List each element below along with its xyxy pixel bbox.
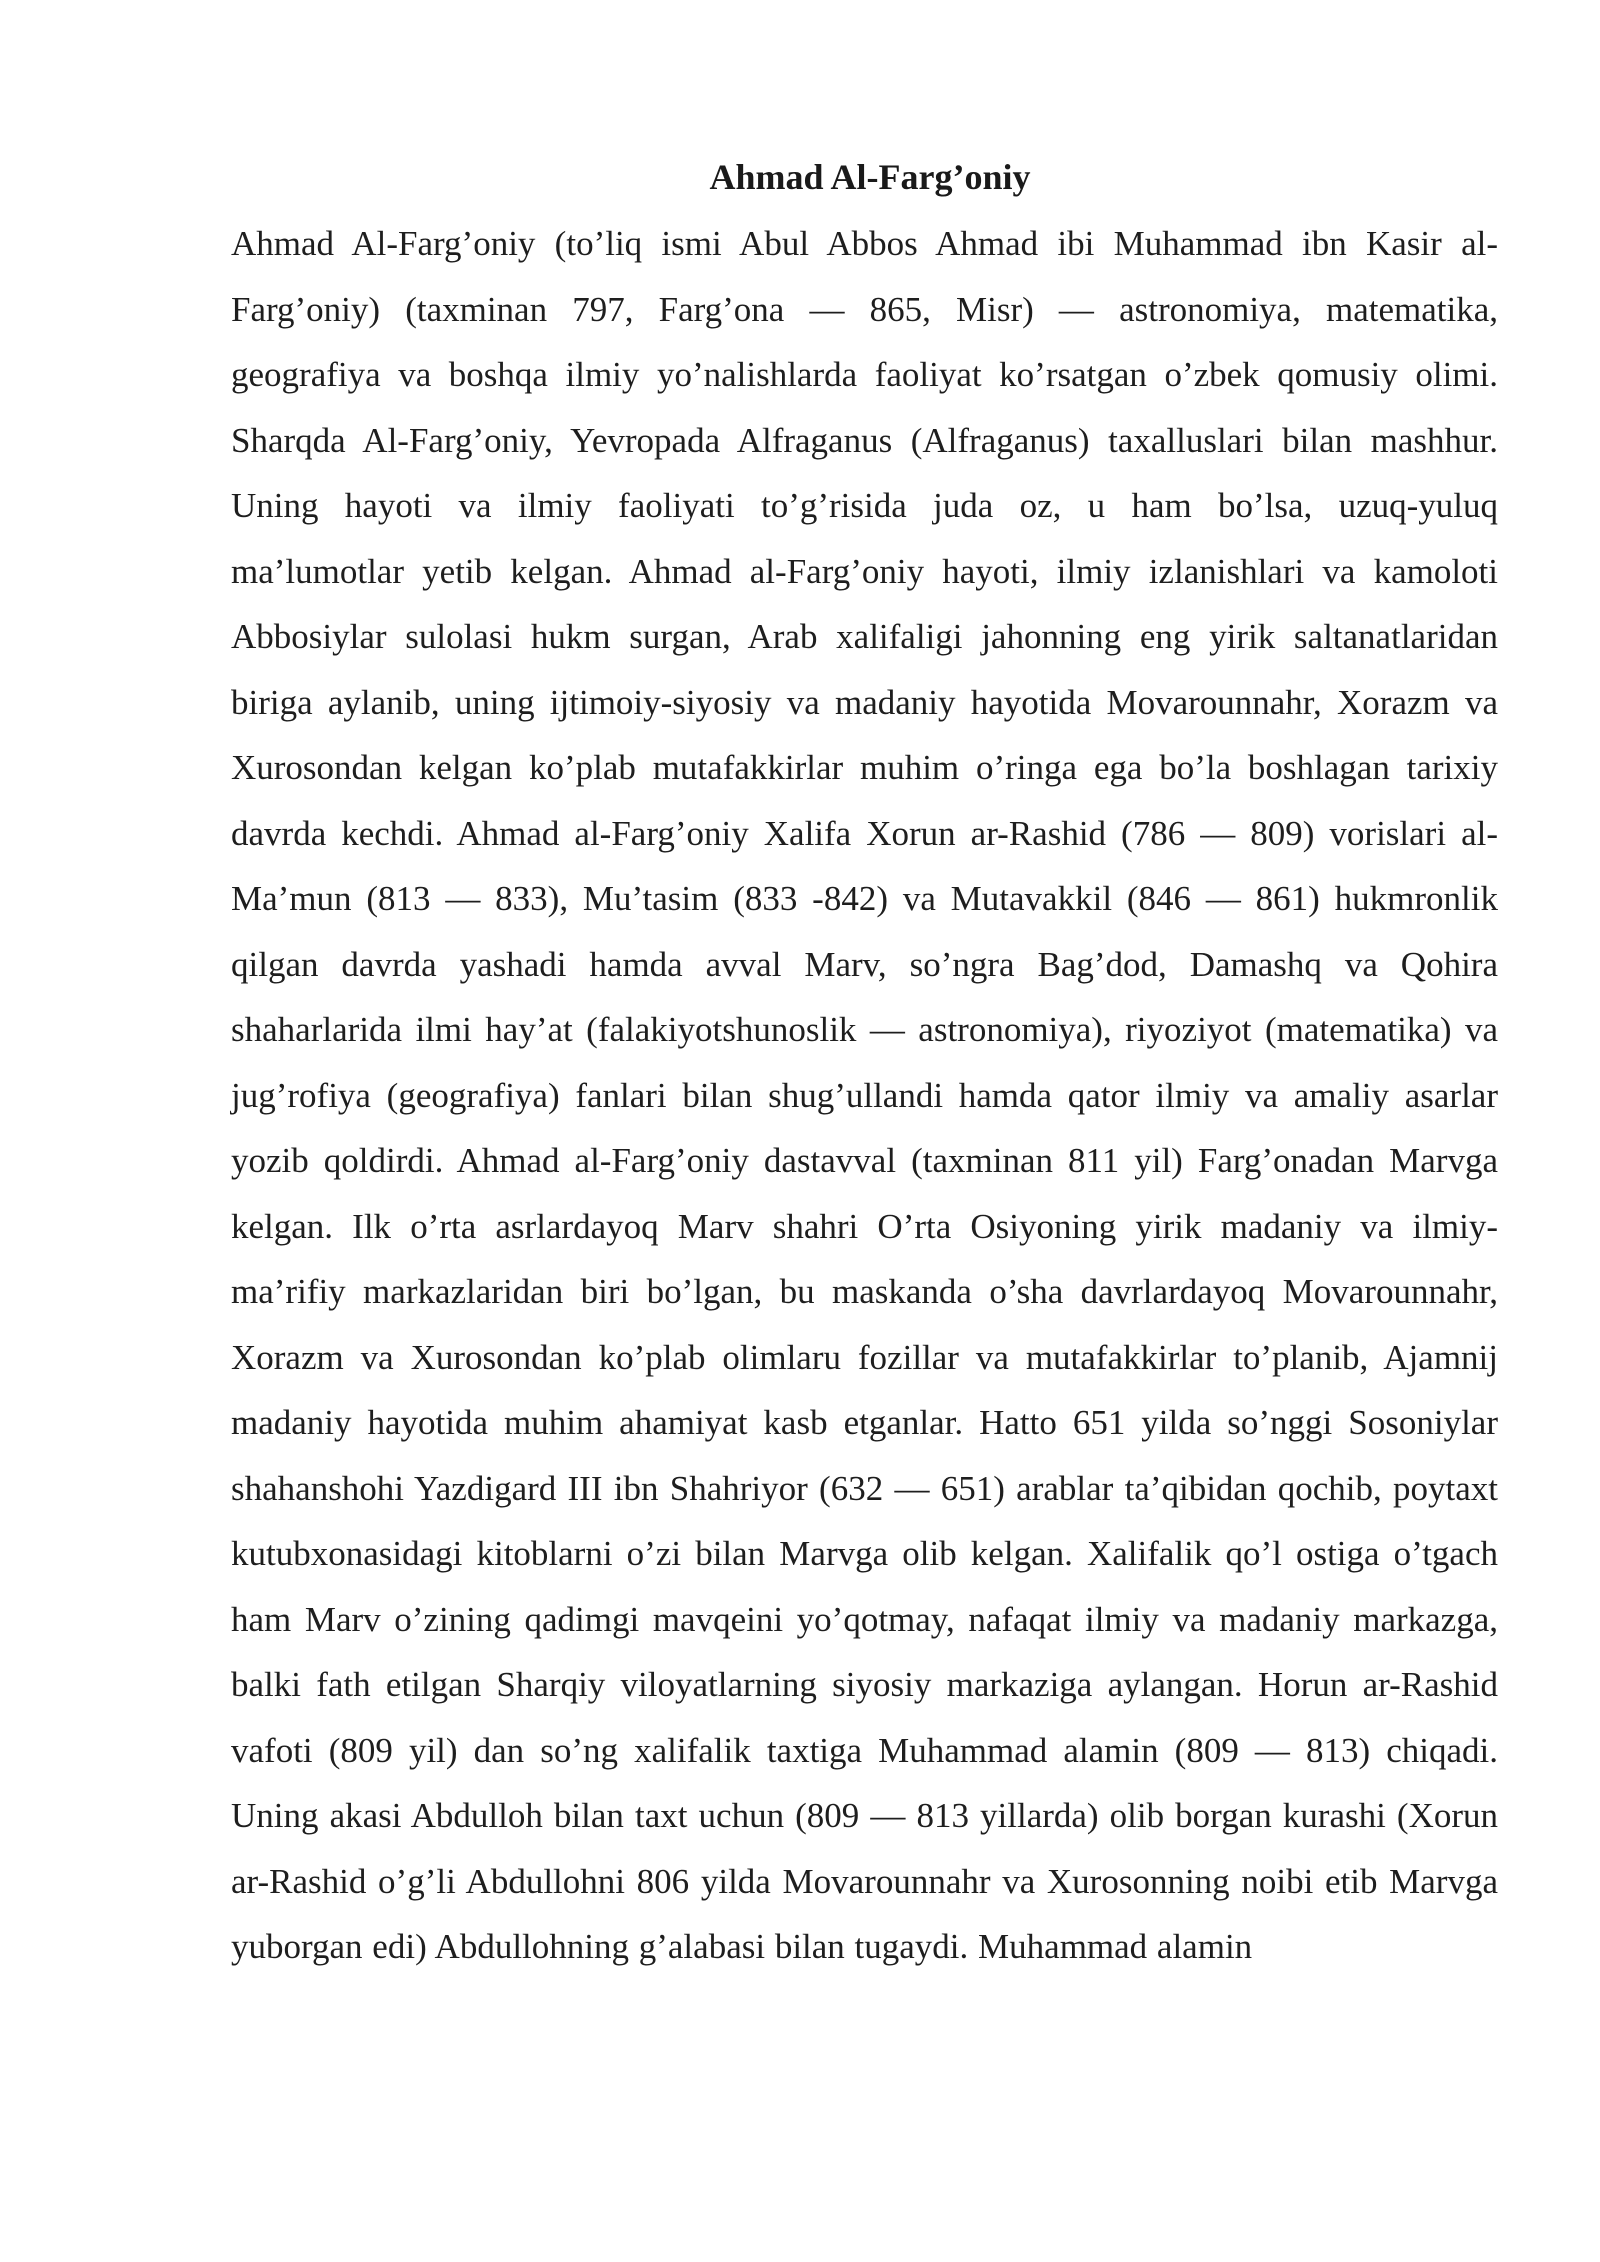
document-body-paragraph: Ahmad Al-Farg’oniy (to’liq ismi Abul Abbos Ahmad ibi Muhammad ibn Kasir al-Farg’oniy) (taxminan 797, Farg’ona — 865, Misr) — astronomiya, matematika, geografiya va boshqa ilmiy yo’nalishlarda faoliyat ko’rsatgan o’zbek qomusiy olimi. Sharqda Al-Farg’oniy, Yevropada Alfraganus (Alfraganus) taxalluslari bilan mashhur. Uning hayoti va ilmiy faoliyati to’g’risida juda oz, u ham bo’lsa, uzuq-yuluq ma’lumotlar yetib kelgan. Ahmad al-Farg’oniy hayoti, ilmiy izlanishlari va kamoloti Abbosiylar sulolasi hukm surgan, Arab xalifaligi jahonning eng yirik saltanatlaridan biriga aylanib, uning ijtimoiy-siyosiy va madaniy hayotida Movarounnahr, Xorazm va Xurosondan kelgan ko’plab mutafakkirlar muhim o’ringa ega bo’la boshlagan tarixiy davrda kechdi. Ahmad al-Farg’oniy Xalifa Xorun ar-Rashid (786 — 809) vorislari al-Ma’mun (813 — 833), Mu’tasim (833 -842) va Mutavakkil (846 — 861) hukmronlik qilgan davrda yashadi hamda avval Marv, so’ngra Bag’dod, Damashq va Qohira shaharlarida ilmi hay’at (falakiyotshunoslik — astronomiya), riyoziyot (matematika) va jug’rofiya (geografiya) fanlari bilan shug’ullandi hamda qator ilmiy va amaliy asarlar yozib qoldirdi. Ahmad al-Farg’oniy dastavval (taxminan 811 yil) Farg’onadan Marvga kelgan. Ilk o’rta asrlardayoq Marv shahri O’rta Osiyoning yirik madaniy va ilmiy-ma’rifiy markazlaridan biri bo’lgan, bu maskanda o’sha davrlardayoq Movarounnahr, Xorazm va Xurosondan ko’plab olimlaru fozillar va mutafakkirlar to’planib, Ajamnij madaniy hayotida muhim ahamiyat kasb etganlar. Hatto 651 yilda so’nggi Sosoniylar shahanshohi Yazdigard III ibn Shahriyor (632 — 651) arablar ta’qibidan qochib, poytaxt kutubxonasidagi kitoblarni o’zi bilan Marvga olib kelgan. Xalifalik qo’l ostiga o’tgach ham Marv o’zining qadimgi mavqeini yo’qotmay, nafaqat ilmiy va madaniy markazga, balki fath etilgan Sharqiy viloyatlarning siyosiy markaziga aylangan. Horun ar-Rashid vafoti (809 yil) dan so’ng xalifalik taxtiga Muhammad alamin (809 — 813) chiqadi. Uning akasi Abdulloh bilan taxt uchun (809 — 813 yillarda) olib borgan kurashi (Xorun ar-Rashid o’g’li Abdullohni 806 yilda Movarounnahr va Xurosonning noibi etib Marvga yuborgan edi) Abdullohning g’alabasi bilan tugaydi. Muhammad alamin bbox=[231, 224, 1498, 1966]
document-title: Ahmad Al-Farg’oniy bbox=[709, 157, 1031, 197]
